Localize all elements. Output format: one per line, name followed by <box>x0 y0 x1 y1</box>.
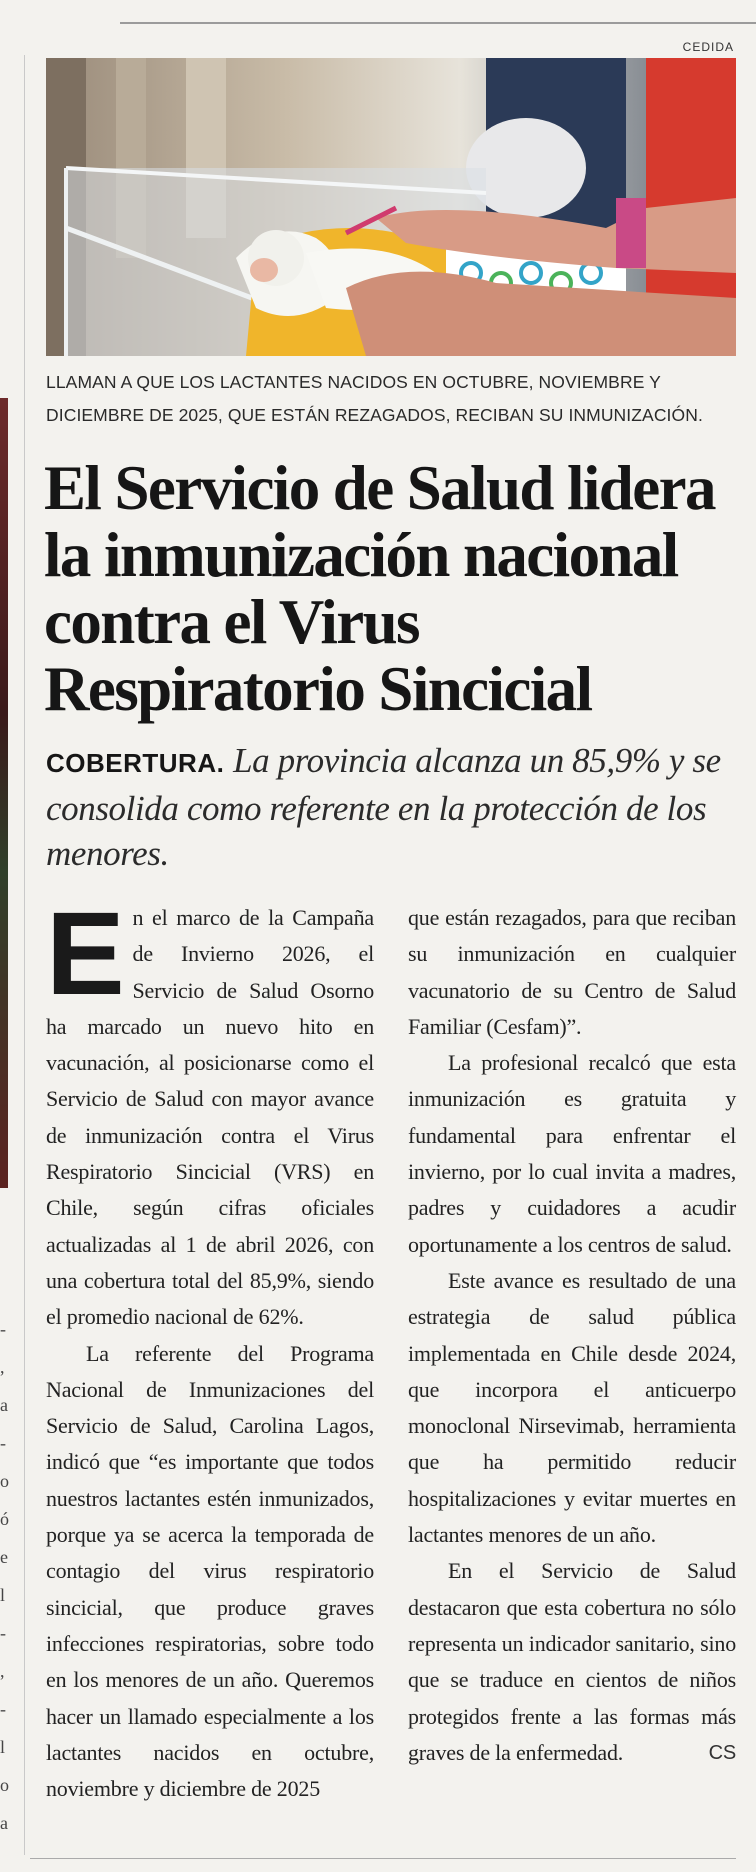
bottom-rule <box>30 1858 736 1859</box>
edge-char: - <box>0 1319 6 1339</box>
photo-caption: LLAMAN A QUE LOS LACTANTES NACIDOS EN OCTUBRE, NOVIEMBRE Y DICIEMBRE DE 2025, QUE ESTÁN REZAGADOS, RECIBAN SU INMUNIZACIÓN. <box>46 372 703 425</box>
paragraph-text: n el marco de la Campaña de Invierno 2026, el Servicio de Salud Osorno ha marcado un nuevo hito en vacunación, al posicionarse como el Servicio de Salud con mayor avance de inmunización contra el Virus Respiratorio Sincicial (VRS) en Chile, según cifras oficiales actualizadas al 1 de abril 2026, con una cobertura total del 85,9%, siendo el promedio nacional de 62%. <box>46 905 374 1330</box>
column-divider <box>24 55 25 1855</box>
body-paragraph: La referente del Programa Nacional de Inmunizaciones del Servicio de Salud, Carolina Lagos, indicó que “es importante que todos nuestros lactantes estén inmunizados, porque ya se acerca la temporada de contagio del virus respiratorio sincicial, que produce graves infecciones respiratorias, sobre todo en los menores de un año. Queremos hacer un llamado especialmente a los lactantes nacidos en octubre, noviembre y diciembre de 2025 <box>46 1340 374 1802</box>
edge-char: l <box>0 1585 6 1605</box>
drop-cap: E <box>46 888 125 1020</box>
edge-char: - <box>0 1699 6 1719</box>
top-rule <box>120 22 756 24</box>
article-photo <box>46 58 736 356</box>
body-paragraph <box>408 1553 736 1771</box>
edge-char: a <box>0 1395 8 1415</box>
edge-char: - <box>0 1623 6 1643</box>
deck-kicker: COBERTURA. <box>46 748 225 778</box>
edge-char: o <box>0 1471 9 1491</box>
body-column-left <box>46 888 374 1840</box>
edge-char: - <box>0 1433 6 1453</box>
body-paragraph: que están rezagados, para que reciban su inmunización en cualquier vacunatorio de su Centro de Salud Familiar (Cesfam)”. <box>408 905 736 1039</box>
body-column-right <box>408 900 736 1840</box>
newborn-injection-image <box>46 58 736 356</box>
edge-char: , <box>0 1357 5 1377</box>
edge-char: a <box>0 1813 8 1833</box>
adjacent-page-strip <box>0 398 8 1188</box>
deck-text: La provincia alcanza un 85,9% y se consolida como referente en la protección de los menores. <box>46 741 721 873</box>
edge-char: ó <box>0 1509 9 1529</box>
deck <box>46 738 736 876</box>
article-body <box>46 888 736 1840</box>
photo-credit: CEDIDA <box>682 40 734 54</box>
edge-char: o <box>0 1775 9 1795</box>
end-mark: CS <box>708 1741 736 1764</box>
headline: El Servicio de Salud lidera la inmunización nacional contra el Virus Respiratorio Sincicial <box>44 453 715 724</box>
body-paragraph: Este avance es resultado de una estrategia de salud pública implementada en Chile desde 2024, que incorpora el anticuerpo monoclonal Nirsevimab, herramienta que ha permitido reducir hospitalizaciones y evitar muertes en lactantes menores de un año. <box>408 1267 736 1548</box>
edge-char: l <box>0 1737 6 1757</box>
paragraph-text: En el Servicio de Salud destacaron que esta cobertura no sólo representa un indicador sanitario, sino que se traduce en cientos de niños protegidos frente a las formas más graves de la enfermedad. <box>408 1558 736 1765</box>
body-paragraph <box>46 888 374 1336</box>
body-paragraph: La profesional recalcó que esta inmunización es gratuita y fundamental para enfrentar el invierno, por lo cual invita a madres, padres y cuidadores a acudir oportunamente a los centros de salud. <box>408 1050 736 1257</box>
edge-char: , <box>0 1661 5 1681</box>
edge-char: e <box>0 1547 8 1567</box>
adjacent-article-edge <box>0 1310 10 1842</box>
